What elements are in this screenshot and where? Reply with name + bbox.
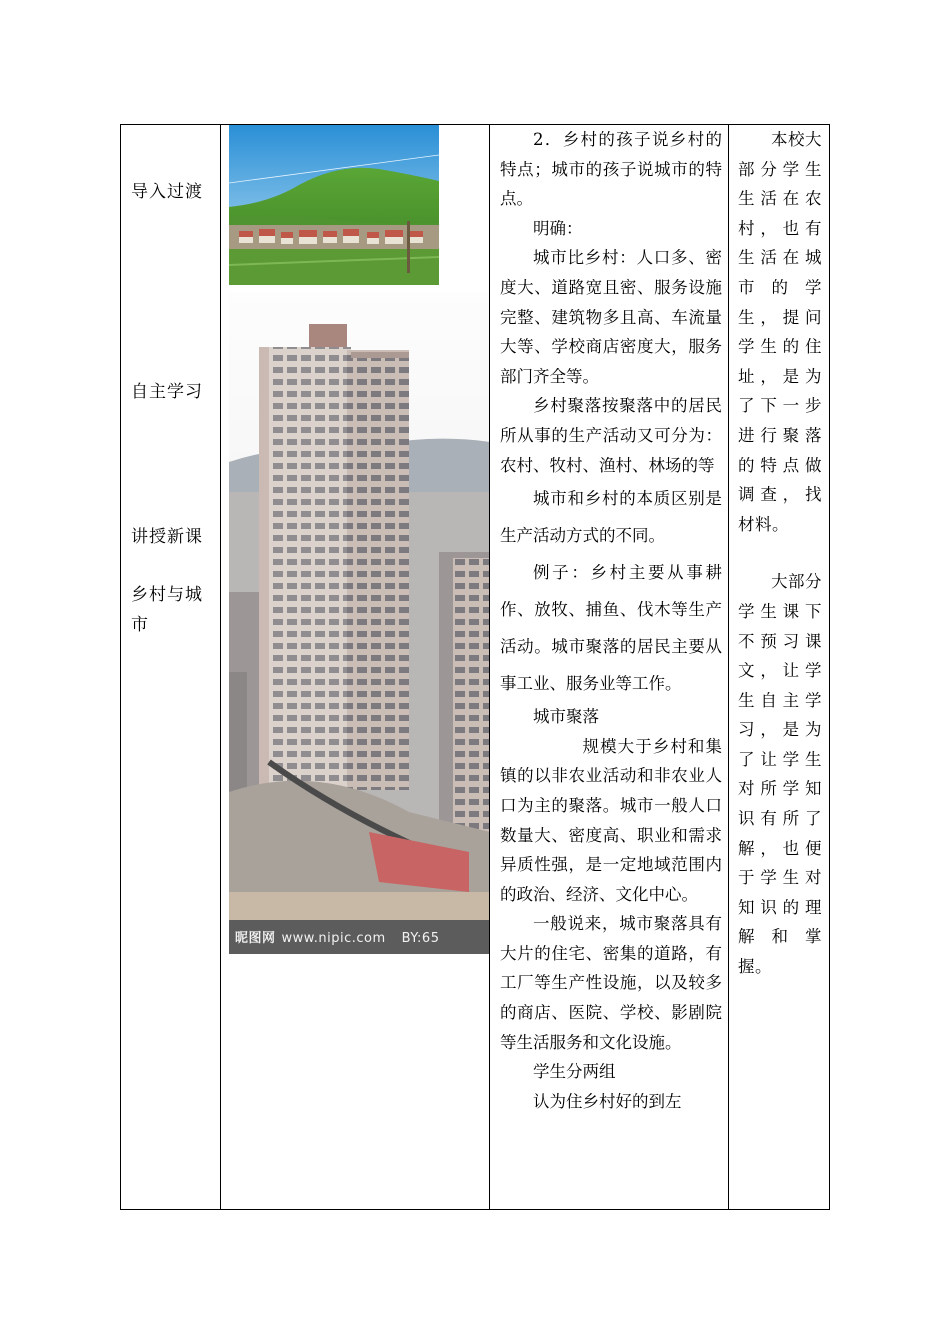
content-paragraph: 一般说来，城市聚落具有大片的住宅、密集的道路，有工厂等生产性设施，以及较多的商店、医院、学校、影剧院等生活服务和文化设施。 bbox=[500, 914, 722, 1052]
watermark-by: BY:65 bbox=[401, 931, 440, 946]
image-watermark bbox=[235, 927, 439, 946]
image-column bbox=[221, 125, 489, 1209]
content-paragraph: 城市聚落 bbox=[533, 707, 599, 727]
content-paragraph: 规模大于乡村和集镇的以非农业活动和非农业人口为主的聚落。城市一般人口数量大、密度高、职业和需求异质性强，是一定地域范围内的政治、经济、文化中心。 bbox=[500, 736, 722, 904]
content-text bbox=[500, 125, 722, 1116]
watermark-site: www.nipic.com bbox=[281, 931, 386, 946]
tower-photo bbox=[229, 292, 489, 954]
notes-text bbox=[738, 125, 822, 982]
watermark-brand: 昵图网 bbox=[235, 931, 276, 946]
content-paragraph: 认为住乡村好的到左 bbox=[533, 1091, 682, 1111]
content-paragraph: 明确： bbox=[533, 218, 583, 238]
content-paragraph: 学生分两组 bbox=[533, 1062, 616, 1082]
content-paragraph: 乡村聚落按聚落中的居民所从事的生产活动又可分为：农村、牧村、渔村、林场的等 bbox=[500, 396, 722, 475]
stage-column bbox=[121, 125, 220, 1209]
notes-column bbox=[729, 125, 829, 1209]
label-new-lesson: 讲授新课 bbox=[131, 527, 203, 547]
content-paragraph: 城市比乡村：人口多、密度大、道路宽且密、服务设施完整、建筑物多且高、车流量大等、学校商店密度大，服务部门齐全等。 bbox=[500, 248, 722, 386]
content-paragraph: 例子：乡村主要从事耕作、放牧、捕鱼、伐木等生产活动。城市聚落的居民主要从事工业、服务业等工作。 bbox=[500, 563, 722, 694]
village-photo bbox=[229, 125, 439, 285]
lesson-plan-table bbox=[120, 124, 830, 1210]
design-note: 本校大部分学生生活在农村，也有生活在城市的学生，提问学生的住址，是为了下一步进行聚落的特点做调查，找材料。 bbox=[738, 130, 822, 534]
content-column bbox=[490, 125, 728, 1209]
design-note: 大部分学生课下不预习课文，让学生自主学习，是为了让学生对所学知识有所了解，也便于学生对知识的理解和掌握。 bbox=[738, 572, 822, 977]
content-paragraph: 城市和乡村的本质区别是生产活动方式的不同。 bbox=[500, 489, 722, 546]
label-topic: 乡村与城市 bbox=[131, 585, 203, 635]
content-paragraph: 2．乡村的孩子说乡村的特点；城市的孩子说城市的特点。 bbox=[500, 130, 722, 209]
label-self-study: 自主学习 bbox=[131, 382, 203, 402]
label-intro: 导入过渡 bbox=[131, 182, 203, 202]
